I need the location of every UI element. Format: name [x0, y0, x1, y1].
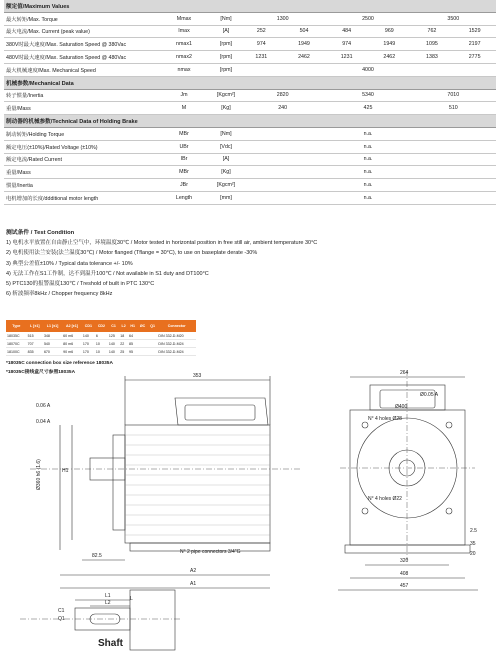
spec-value: 3500	[411, 12, 496, 25]
dim-cell: 22	[119, 340, 128, 348]
spec-unit: [Kg]	[212, 102, 240, 115]
dim-35: 35	[470, 541, 476, 547]
dim-408: 408	[400, 571, 409, 577]
spec-symbol: JBr	[156, 179, 212, 192]
dim-cell: 707	[27, 340, 43, 348]
spec-label: 额定电压(±10%)/Rated Voltage (±10%)	[4, 140, 156, 153]
spec-unit: [Kg]	[212, 166, 240, 179]
dim-cell: 515	[27, 332, 43, 340]
spec-label: 重量/Mass	[4, 166, 156, 179]
dim-col-header: ØC	[137, 320, 147, 332]
spec-value: 2462	[368, 51, 411, 64]
spec-value: 425	[325, 102, 410, 115]
spec-row	[4, 63, 496, 76]
spec-label: 电机增加的长度/ddditional motor length	[4, 191, 156, 204]
dim-col-header: CD1	[82, 320, 95, 332]
section-header-partial: 额定值/Maximum Values	[4, 0, 496, 12]
dim-cell: 540	[43, 340, 62, 348]
dim-tol-0.04: 0.04 A	[36, 419, 51, 425]
dim-h1: H1	[62, 468, 69, 474]
spec-value: 1949	[368, 38, 411, 51]
spec-symbol: Length	[156, 191, 212, 204]
dim-cell: 18035C	[6, 332, 27, 340]
test-item: 6) 斩波频率8kHz / Chopper frequency 8kHz	[6, 291, 113, 298]
spec-row	[4, 191, 496, 204]
shaft-l1: L1	[105, 593, 111, 599]
spec-value: 484	[325, 25, 368, 38]
spec-label: 最大电流/Max. Current (peak value)	[4, 25, 156, 38]
spec-label: 转子惯量/Inertia	[4, 89, 156, 102]
cooling-fins	[125, 435, 270, 535]
shaft-c1: C1	[58, 608, 65, 614]
dim-col-header: L [±1]	[27, 320, 43, 332]
spec-symbol: IBr	[156, 153, 212, 166]
spec-value: 1529	[453, 25, 496, 38]
spec-label: 重量/Mass	[4, 102, 156, 115]
dim-82.5: 82.5	[92, 553, 102, 559]
spec-unit: [Nm]	[212, 127, 240, 140]
spec-value: 1300	[240, 12, 325, 25]
spec-value: 5340	[325, 89, 410, 102]
spec-symbol: nmax1	[156, 38, 212, 51]
spec-symbol: Jm	[156, 89, 212, 102]
test-condition	[6, 228, 317, 299]
spec-value: 1231	[325, 51, 368, 64]
dim-cell: 140	[108, 348, 119, 356]
dim-cell: 140	[108, 340, 119, 348]
terminal-cover	[185, 405, 255, 420]
test-item: 5) PTC130的报警温度130℃ / Treshold of built in PTC 130°C	[6, 281, 155, 288]
dim-cell	[137, 340, 147, 348]
dim-cell: 140	[82, 332, 95, 340]
spec-symbol: Mmax	[156, 12, 212, 25]
spec-unit: [rpm]	[212, 63, 240, 76]
dim-cell: 18	[119, 332, 128, 340]
test-item: 1) 电机水平放置在自由静止空气中，环境温度30℃ / Motor tested in horizontal position in free still air, ambient temperature 30°C	[6, 240, 318, 247]
dim-col-header: CD2	[95, 320, 108, 332]
spec-unit: [rpm]	[212, 38, 240, 51]
dim-400: Ø400	[395, 404, 408, 410]
spec-value: n.a.	[240, 127, 496, 140]
spec-row	[4, 38, 496, 51]
spec-value: 1949	[283, 38, 326, 51]
motor-drawing	[0, 350, 500, 660]
dim-col-header: A2 [±1]	[62, 320, 82, 332]
motor-front	[350, 410, 465, 545]
spec-value: 2462	[283, 51, 326, 64]
spec-value: 252	[240, 25, 283, 38]
spec-row	[4, 51, 496, 64]
spec-value: 1095	[411, 38, 454, 51]
dim-cell: 670	[43, 348, 62, 356]
dim-col-header: L2	[119, 320, 128, 332]
spec-label: 380V时最大速度/Max. Saturation Speed @ 380Vac	[4, 38, 156, 51]
dim-cell: 25	[119, 348, 128, 356]
pipe-connectors-label: N° 2 pipe connectors 3/4"G	[180, 549, 241, 555]
test-item: 3) 典型公差值±10% / Typical data tolerance +/- 10%	[6, 260, 133, 267]
spec-value: 2197	[453, 38, 496, 51]
dim-457: 457	[400, 583, 409, 589]
dim-cell: 10	[95, 348, 108, 356]
dim-tol-0.05: Ø0.05 A	[420, 392, 439, 398]
section-header-brake: 制动器的机械参数/Technical Data of Holding Brake	[4, 115, 496, 128]
dim-col-header: Q1	[148, 320, 158, 332]
spec-value: n.a.	[240, 179, 496, 192]
test-item: 2) 电机使用法兰安装(法兰温度30℃) / Motor flanged (Tflange = 30°C), to use on baseplate derate -30%	[6, 250, 258, 257]
spec-label: 惯量/Inertia	[4, 179, 156, 192]
dim-col-header: C1	[108, 320, 119, 332]
spec-unit: [mm]	[212, 191, 240, 204]
spec-value: 504	[283, 25, 326, 38]
dim-cell: 10	[95, 340, 108, 348]
dim-cell: 348	[43, 332, 62, 340]
spec-value: 969	[368, 25, 411, 38]
spec-row	[4, 140, 496, 153]
front-base	[345, 545, 470, 553]
spec-row	[4, 25, 496, 38]
dim-cell: 18070C	[6, 340, 27, 348]
spec-label: 最大机械速度/Max. Mechanical Speed	[4, 63, 156, 76]
dim-cell	[137, 332, 147, 340]
dim-cell: 80 m6	[62, 340, 82, 348]
spec-label: 额定电流/Rated Current	[4, 153, 156, 166]
dim-cell: DIN 332-D-M24	[157, 348, 196, 356]
dim-cell: 18100C	[6, 348, 27, 356]
dim-353: 353	[193, 373, 202, 379]
dim-2.5: 2.5	[470, 528, 477, 534]
spec-symbol: Imax	[156, 25, 212, 38]
spec-unit: [rpm]	[212, 51, 240, 64]
dim-20: 20	[470, 551, 476, 557]
spec-symbol: nmax2	[156, 51, 212, 64]
dim-cell: DIN 332-D-M20	[157, 332, 196, 340]
spec-value: 4000	[240, 63, 496, 76]
spec-symbol: UBr	[156, 140, 212, 153]
dim-cell: 125	[108, 332, 119, 340]
spec-value: 2775	[453, 51, 496, 64]
spec-symbol: MBr	[156, 127, 212, 140]
spec-unit: [Kgcm²]	[212, 179, 240, 192]
dim-cell: 85	[128, 340, 137, 348]
dim-cell: 60 m6	[62, 332, 82, 340]
spec-value: 240	[240, 102, 325, 115]
dim-cell: 64	[128, 332, 137, 340]
dim-cell: DIN 332-D-M24	[157, 340, 196, 348]
spec-value: 7010	[411, 89, 496, 102]
test-condition-title: 测试条件 / Test Condition	[6, 230, 75, 236]
spec-symbol: MBr	[156, 166, 212, 179]
spec-label: 480V时最大速度/Max. Saturation Speed @ 480Vac	[4, 51, 156, 64]
spec-value: 1231	[240, 51, 283, 64]
spec-label: 最大转矩/Max. Torque	[4, 12, 156, 25]
spec-unit: [Kgcm²]	[212, 89, 240, 102]
spec-value: 974	[325, 38, 368, 51]
dim-row	[6, 332, 196, 340]
note-cn: *18035C接线盒尺寸参照18035A	[6, 370, 76, 375]
dim-col-header: L1 [±1]	[43, 320, 62, 332]
spec-symbol: nmax	[156, 63, 212, 76]
dim-tol-0.06: 0.06 A	[36, 403, 51, 409]
note-en: *18035C connection box size reference 18035A	[6, 361, 113, 366]
spec-value: n.a.	[240, 153, 496, 166]
section-header-mech: 机械参数/Mechanical Data	[4, 76, 496, 89]
spec-value: 974	[240, 38, 283, 51]
spec-row	[4, 166, 496, 179]
dim-cell	[148, 332, 158, 340]
spec-value: n.a.	[240, 166, 496, 179]
dim-a2: A2	[190, 568, 197, 574]
shaft-title: Shaft	[98, 638, 123, 649]
dim-cell: 6	[95, 332, 108, 340]
dim-cell: 170	[82, 340, 95, 348]
spec-unit: [A]	[212, 25, 240, 38]
spec-value: 2500	[325, 12, 410, 25]
spec-value: 762	[411, 25, 454, 38]
dim-a1: A1	[190, 581, 197, 587]
dim-col-header: H1	[128, 320, 137, 332]
spec-unit: [Nm]	[212, 12, 240, 25]
dim-cell: 90 m6	[62, 348, 82, 356]
spec-row	[4, 127, 496, 140]
dim-264: 264	[400, 370, 409, 376]
spec-row	[4, 12, 496, 25]
dim-360: Ø360 h6 (1.6)	[36, 459, 42, 490]
spec-row	[4, 89, 496, 102]
shaft-l2: L2	[105, 600, 111, 606]
spec-row	[4, 102, 496, 115]
spec-row	[4, 153, 496, 166]
spec-unit: [A]	[212, 153, 240, 166]
spec-label: 制动转矩/Holding Torque	[4, 127, 156, 140]
spec-value: n.a.	[240, 191, 496, 204]
dim-cell: 835	[27, 348, 43, 356]
spec-value: 2820	[240, 89, 325, 102]
spec-table	[4, 0, 496, 205]
dim-cell: 95	[128, 348, 137, 356]
spec-unit: [Vdc]	[212, 140, 240, 153]
terminal-box	[175, 398, 268, 425]
test-item: 4) 无法工作在S1工作制，达不到温升100℃ / Not available in S1 duty and DT100°C	[6, 270, 209, 277]
dim-row	[6, 340, 196, 348]
spec-value: n.a.	[240, 140, 496, 153]
spec-symbol: M	[156, 102, 212, 115]
dim-cell: 170	[82, 348, 95, 356]
dim-col-header: Connector	[157, 320, 196, 332]
spec-row	[4, 179, 496, 192]
motor-flange	[113, 435, 125, 530]
dim-320: 320	[400, 558, 409, 564]
shaft-q1: Q1	[58, 616, 65, 622]
holes-28-label: N° 4 holes Ø28	[368, 416, 402, 422]
dim-l: L	[130, 596, 133, 602]
spec-value: 1383	[411, 51, 454, 64]
motor-body	[125, 425, 270, 543]
holes-22-label: N° 4 holes Ø22	[368, 496, 402, 502]
dim-cell	[148, 340, 158, 348]
dim-col-header: Type	[6, 320, 27, 332]
spec-value: 510	[411, 102, 496, 115]
shaft-drawing	[130, 590, 175, 650]
